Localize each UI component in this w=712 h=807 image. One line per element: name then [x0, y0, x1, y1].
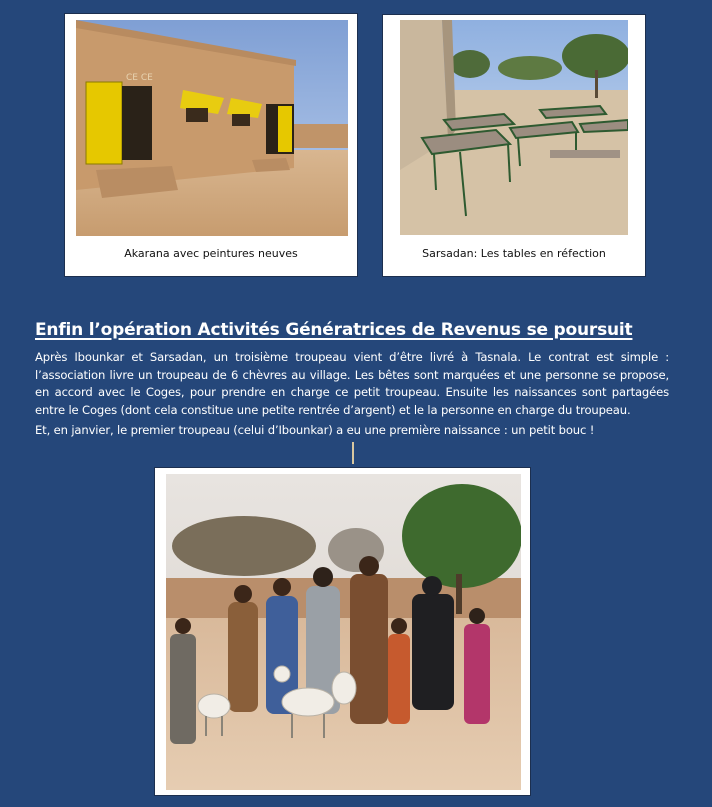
article-paragraph-second: Et, en janvier, le premier troupeau (celui d’Ibounkar) a eu une première naissance : un petit bouc ! — [35, 423, 595, 437]
photo-card-herd — [154, 467, 531, 796]
school-tables-photo — [400, 20, 628, 235]
goat-herd-group-photo — [166, 474, 521, 790]
photo-card-sarsadan — [382, 14, 646, 277]
school-building-photo — [76, 20, 348, 236]
svg-text:CE CE: CE CE — [126, 73, 153, 83]
divider-mark — [352, 442, 354, 464]
article-paragraph: Après Ibounkar et Sarsadan, un troisième troupeau vient d’être livré à Tasnala. Le contrat est simple : l’association livre un troupeau de 6 chèvres au village. Les bêtes sont marquées et une personne se propose, en accord avec le Coges, pour prendre en charge ce petit troupeau. Ensuite les naissances sont partagées entre le Coges (dont cela constitue une petite rentrée d’argent) et le la personne en charge du troupeau. — [35, 350, 669, 417]
photo-caption: Akarana avec peintures neuves — [124, 247, 298, 260]
photo-card-akarana — [64, 13, 358, 277]
photo-caption: Sarsadan: Les tables en réfection — [422, 247, 606, 260]
section-heading: Enfin l’opération Activités Génératrices de Revenus se poursuit — [35, 320, 633, 340]
